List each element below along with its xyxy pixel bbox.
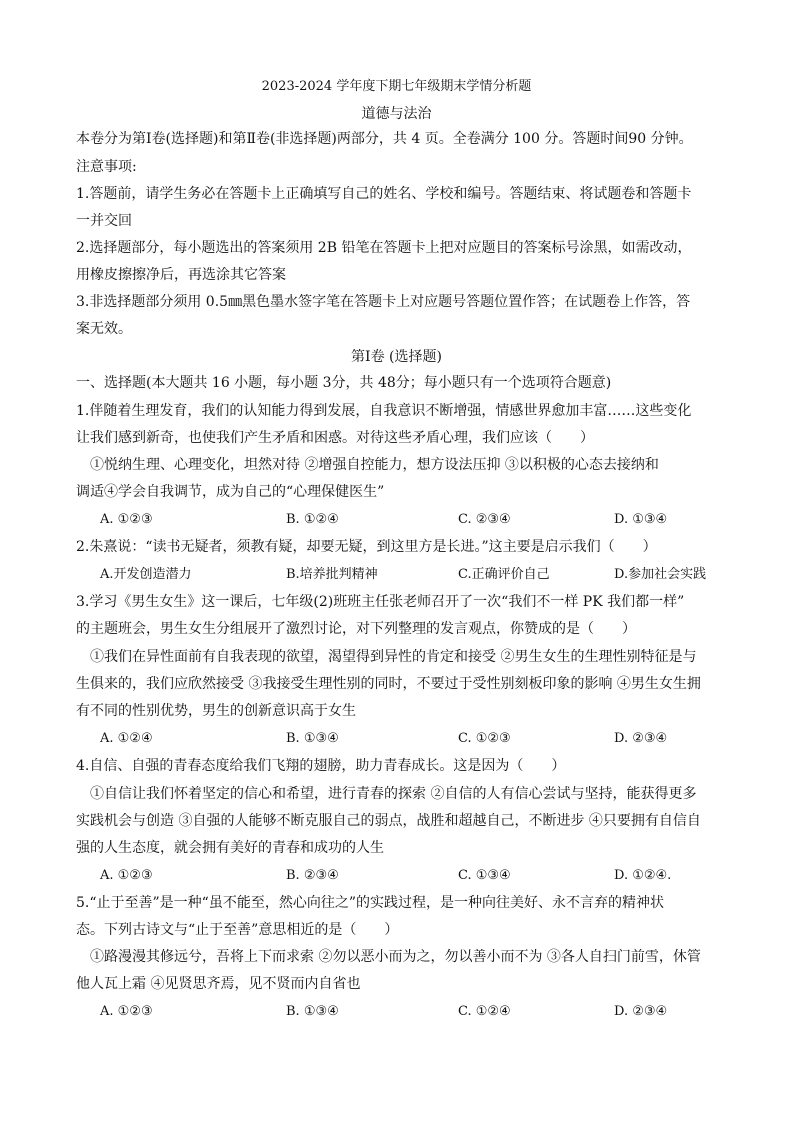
question-4-stem: 4.自信、自强的青春态度给我们飞翔的翅膀，助力青春成长。这是因为（ ） bbox=[76, 758, 566, 774]
option-d[interactable]: D. ②③④ bbox=[614, 731, 668, 746]
notice-item-3-cont: 案无效。 bbox=[76, 321, 132, 337]
question-1-stem: 1.伴随着生理发育，我们的认知能力得到发展，自我意识不断增强，情感世界愈加丰富……这些变化 bbox=[76, 403, 692, 419]
notice-item-1: 1.答题前，请学生务必在答题卡上正确填写自己的姓名、学校和编号。答题结束、将试题卷和答题卡 bbox=[76, 186, 692, 202]
option-a[interactable]: A.开发创造潜力 bbox=[100, 567, 192, 582]
notice-item-3: 3.非选择题部分须用 0.5㎜黑色墨水签字笔在答题卡上对应题号答题位置作答；在试题卷上作答，答 bbox=[76, 294, 691, 310]
question-5-statements-cont: 他人瓦上霜 ④见贤思齐焉，见不贤而内自省也 bbox=[76, 976, 361, 992]
option-d[interactable]: D. ②③④ bbox=[614, 1004, 668, 1019]
option-b[interactable]: B. ①②④ bbox=[286, 512, 339, 527]
intro-text: 本卷分为第Ⅰ卷(选择题)和第Ⅱ卷(非选择题)两部分，共 4 页。全卷满分 100 分。答题时间90 分钟。 bbox=[76, 131, 693, 147]
option-c[interactable]: C. ②③④ bbox=[458, 512, 511, 527]
notice-item-2-cont: 用橡皮擦擦净后，再选涂其它答案 bbox=[76, 267, 286, 283]
option-d[interactable]: D. ①②④. bbox=[614, 868, 672, 883]
question-1-options bbox=[100, 511, 730, 529]
question-3-statements: ①我们在异性面前有自我表现的欲望，渴望得到异性的肯定和接受 ②男生女生的生理性别特征是与 bbox=[90, 649, 697, 665]
option-b[interactable]: B. ②③④ bbox=[286, 868, 339, 883]
question-4-options bbox=[100, 867, 730, 885]
notice-heading: 注意事项: bbox=[76, 159, 137, 175]
question-1-statements-cont: 调适④学会自我调节，成为自己的“心理保健医生” bbox=[76, 484, 385, 500]
option-a[interactable]: A. ①②④ bbox=[100, 731, 153, 746]
question-5-stem: 5.“止于至善”是一种“虽不能至，然心向往之”的实践过程，是一种向往美好、永不言弃的精神状 bbox=[76, 895, 664, 911]
option-c[interactable]: C. ①③④ bbox=[458, 868, 511, 883]
question-3-stem-cont: 的主题班会，男生女生分组展开了激烈讨论，对下列整理的发言观点，你赞成的是（ ） bbox=[76, 621, 636, 637]
option-c[interactable]: C. ①②④ bbox=[458, 1004, 511, 1019]
question-3-stem: 3.学习《男生女生》这一课后，七年级(2)班班主任张老师召开了一次“我们不一样 PK 我们都一样” bbox=[76, 594, 685, 610]
subject-title: 道德与法治 bbox=[361, 106, 432, 122]
question-2-options bbox=[100, 566, 730, 584]
question-3-statements-cont: 生俱来的，我们应欣然接受 ③我接受生理性别的同时，不要过于受性别刻板印象的影响 ④男生女生拥 bbox=[76, 676, 701, 692]
question-2-stem: 2.朱熹说：“读书无疑者，须教有疑，却要无疑，到这里方是长进。”这主要是启示我们（ ） bbox=[76, 539, 657, 555]
option-b[interactable]: B. ①③④ bbox=[286, 1004, 339, 1019]
question-5-stem-cont: 态。下列古诗文与“止于至善”意思相近的是（ ） bbox=[76, 922, 399, 938]
notice-item-1-cont: 一并交回 bbox=[76, 213, 132, 229]
question-3-statements-cont2: 有不同的性别优势，男生的创新意识高于女生 bbox=[76, 703, 356, 719]
option-a[interactable]: A. ①②③ bbox=[100, 868, 153, 883]
option-d[interactable]: D.参加社会实践 bbox=[614, 567, 707, 582]
notice-item-2: 2.选择题部分，每小题选出的答案须用 2B 铅笔在答题卡上把对应题目的答案标号涂黑，如需改动， bbox=[76, 240, 692, 256]
question-3-options bbox=[100, 730, 730, 748]
option-b[interactable]: B.培养批判精神 bbox=[286, 567, 378, 582]
option-a[interactable]: A. ①②③ bbox=[100, 512, 153, 527]
question-4-statements: ①自信让我们怀着坚定的信心和希望，进行青春的探索 ②自信的人有信心尝试与坚持，能获得更多 bbox=[90, 786, 697, 802]
exam-title: 2023-2024 学年度下期七年级期末学情分析题 bbox=[261, 79, 532, 94]
section-title: 第Ⅰ卷 (选择题) bbox=[351, 349, 442, 365]
question-5-statements: ①路漫漫其修远兮，吾将上下而求索 ②勿以恶小而为之，勿以善小而不为 ③各人自扫门前雪，休管 bbox=[90, 949, 701, 965]
question-5-options bbox=[100, 1003, 730, 1021]
option-d[interactable]: D. ①③④ bbox=[614, 512, 668, 527]
question-4-statements-cont2: 强的人生态度，就会拥有美好的青春和成功的人生 bbox=[76, 840, 384, 856]
question-1-stem-cont: 让我们感到新奇，也使我们产生矛盾和困惑。对待这些矛盾心理，我们应该（ ） bbox=[76, 430, 594, 446]
question-1-statements: ①悦纳生理、心理变化，坦然对待 ②增强自控能力，想方设法压抑 ③以积极的心态去接纳和 bbox=[90, 457, 659, 473]
option-c[interactable]: C. ①②③ bbox=[458, 731, 511, 746]
section-instructions: 一、选择题(本大题共 16 小题，每小题 3分，共 48分；每小题只有一个选项符合题意) bbox=[76, 375, 612, 391]
option-b[interactable]: B. ①③④ bbox=[286, 731, 339, 746]
question-4-statements-cont: 实践机会与创造 ③自强的人能够不断克服自己的弱点，战胜和超越自己，不断进步 ④只要拥有自信自 bbox=[76, 813, 701, 829]
option-c[interactable]: C.正确评价自己 bbox=[458, 567, 550, 582]
option-a[interactable]: A. ①②③ bbox=[100, 1004, 153, 1019]
